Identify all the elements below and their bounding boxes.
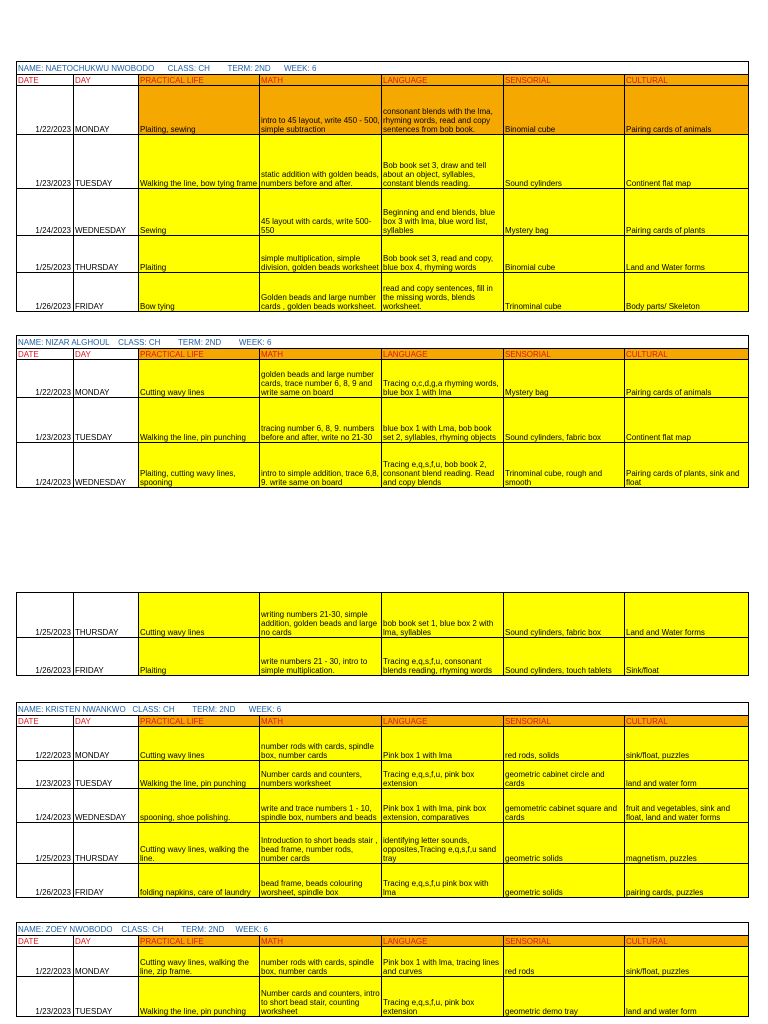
language-text: Beginning and end blends, blue box 3 with lma, blue word list, syllables (383, 208, 496, 235)
math-text: intro to simple addition, trace 6,8, 9. write same on board (261, 469, 379, 487)
cell-cultural (625, 135, 749, 189)
lesson-plan-table (16, 922, 749, 1017)
date-text: 1/24/2023 (35, 478, 71, 487)
date-text: 1/22/2023 (35, 967, 71, 976)
math-text: number rods with cards, spindle box, number cards (261, 742, 374, 760)
cell-practical-life (139, 727, 260, 761)
cell-language (382, 947, 504, 977)
sensorial-text: Sound cylinders, touch tablets (505, 666, 612, 675)
cell-date (17, 977, 74, 1017)
cell-date (17, 398, 74, 443)
cell-day (74, 398, 139, 443)
cell-practical-life (139, 823, 260, 864)
date-text: 1/23/2023 (35, 179, 71, 188)
math-text: write numbers 21 - 30, intro to simple multiplication. (261, 657, 368, 675)
cell-date (17, 789, 74, 823)
student-info-heading: NAME: ZOEY NWOBODO CLASS: CH TERM: 2ND WEEK: 6 (17, 923, 749, 936)
student-info-heading: NAME: NAETOCHUKWU NWOBODO CLASS: CH TERM: 2ND WEEK: 6 (17, 62, 749, 75)
cell-date (17, 638, 74, 676)
cultural-text: Pairing cards of animals (626, 125, 712, 134)
cell-math (260, 189, 382, 236)
column-header-cultural: CULTURAL (625, 716, 749, 727)
language-text: read and copy sentences, fill in the missing words, blends worksheet. (383, 284, 493, 311)
sensorial-text: gemometric cabinet square and cards (505, 804, 618, 822)
cell-practical-life (139, 398, 260, 443)
column-header-language: LANGUAGE (382, 75, 504, 86)
column-header-row (17, 349, 749, 360)
cell-sensorial (504, 443, 625, 488)
sensorial-text: Sound cylinders, fabric box (505, 433, 602, 442)
cell-math (260, 761, 382, 789)
cell-practical-life (139, 236, 260, 273)
column-header-sensorial: SENSORIAL (504, 716, 625, 727)
cell-day (74, 189, 139, 236)
practical-life-text: spooning, shoe polishing. (140, 813, 231, 822)
cell-date (17, 727, 74, 761)
cell-math (260, 823, 382, 864)
sensorial-text: Sound cylinders (505, 179, 562, 188)
table-row (17, 789, 749, 823)
table-row (17, 86, 749, 135)
math-text: intro to 45 layout, write 450 - 500, simple subtraction (261, 116, 380, 134)
cell-day (74, 273, 139, 312)
cell-language (382, 823, 504, 864)
column-header-day: DAY (74, 349, 139, 360)
day-text: FRIDAY (75, 888, 104, 897)
cell-language (382, 443, 504, 488)
cell-date (17, 823, 74, 864)
cell-cultural (625, 977, 749, 1017)
column-header-row (17, 936, 749, 947)
sensorial-text: Mystery bag (505, 388, 549, 397)
date-text: 1/26/2023 (35, 888, 71, 897)
sensorial-text: red rods (505, 967, 535, 976)
cell-math (260, 273, 382, 312)
date-text: 1/23/2023 (35, 779, 71, 788)
language-text: Tracing e,q,s,f,u pink box with lma (383, 879, 489, 897)
cell-language (382, 360, 504, 398)
cell-language (382, 236, 504, 273)
cultural-text: Continent flat map (626, 433, 691, 442)
cell-date (17, 360, 74, 398)
column-header-sensorial: SENSORIAL (504, 349, 625, 360)
math-text: simple multiplication, simple division, golden beads worksheet (261, 254, 379, 272)
cell-sensorial (504, 236, 625, 273)
cell-day (74, 977, 139, 1017)
cell-cultural (625, 638, 749, 676)
cell-math (260, 977, 382, 1017)
language-text: Tracing e,q,s,f,u, consonant blends reading, rhyming words (383, 657, 492, 675)
cell-cultural (625, 443, 749, 488)
math-text: Golden beads and large number cards , golden beads worksheet. (261, 293, 377, 311)
cell-sensorial (504, 86, 625, 135)
cell-cultural (625, 823, 749, 864)
day-text: TUESDAY (75, 433, 113, 442)
cell-sensorial (504, 135, 625, 189)
cell-math (260, 443, 382, 488)
column-header-math: MATH (260, 716, 382, 727)
cell-practical-life (139, 135, 260, 189)
language-text: Pink box 1 with lma, tracing lines and curves (383, 958, 500, 976)
cell-date (17, 947, 74, 977)
cell-language (382, 135, 504, 189)
cell-day (74, 947, 139, 977)
column-header-cultural: CULTURAL (625, 75, 749, 86)
date-text: 1/26/2023 (35, 666, 71, 675)
day-text: WEDNESDAY (75, 226, 126, 235)
column-header-cultural: CULTURAL (625, 349, 749, 360)
cultural-text: pairing cards, puzzles (626, 888, 704, 897)
cell-sensorial (504, 761, 625, 789)
column-header-language: LANGUAGE (382, 716, 504, 727)
day-text: TUESDAY (75, 779, 113, 788)
cell-language (382, 273, 504, 312)
sensorial-text: geometric solids (505, 854, 563, 863)
language-text: Pink box 1 with lma, pink box extension, comparatives (383, 804, 487, 822)
practical-life-text: Plaiting (140, 666, 167, 675)
practical-life-text: Walking the line, bow tying frame (140, 179, 258, 188)
cell-sensorial (504, 398, 625, 443)
practical-life-text: Walking the line, pin punching (140, 1007, 246, 1016)
language-text: bob book set 1, blue box 2 with lma, syllables (383, 619, 494, 637)
cell-language (382, 761, 504, 789)
table-row (17, 761, 749, 789)
practical-life-text: Plaiting, cutting wavy lines, spooning (140, 469, 236, 487)
table-row (17, 443, 749, 488)
cell-cultural (625, 189, 749, 236)
cell-language (382, 189, 504, 236)
cell-cultural (625, 789, 749, 823)
day-text: THURSDAY (75, 263, 119, 272)
math-text: static addition with golden beads, numbers before and after. (261, 170, 379, 188)
date-text: 1/24/2023 (35, 226, 71, 235)
cell-day (74, 360, 139, 398)
date-text: 1/26/2023 (35, 302, 71, 311)
cell-practical-life (139, 947, 260, 977)
sensorial-text: geometric cabinet circle and cards (505, 770, 605, 788)
cultural-text: Pairing cards of plants (626, 226, 706, 235)
language-text: Tracing o,c,d,g,a rhyming words, blue box 1 with lma (383, 379, 499, 397)
cell-sensorial (504, 789, 625, 823)
cell-language (382, 86, 504, 135)
day-text: FRIDAY (75, 666, 104, 675)
cell-math (260, 86, 382, 135)
cell-day (74, 593, 139, 638)
cell-language (382, 638, 504, 676)
math-text: golden beads and large number cards, trace number 6, 8, 9 and write same on board (261, 370, 374, 397)
cultural-text: Land and Water forms (626, 263, 705, 272)
column-header-day: DAY (74, 936, 139, 947)
math-text: bead frame, beads colouring worsheet, spindle box (261, 879, 363, 897)
practical-life-text: Walking the line, pin punching (140, 779, 246, 788)
language-text: consonant blends with the lma, rhyming words, read and copy sentences from bob book. (383, 107, 493, 134)
language-text: Tracing e,q,s,f,u, bob book 2, consonant blend reading. Read and copy blends (383, 460, 495, 487)
column-header-date: DATE (17, 75, 74, 86)
cell-practical-life (139, 789, 260, 823)
date-text: 1/22/2023 (35, 125, 71, 134)
table-row (17, 360, 749, 398)
day-text: WEDNESDAY (75, 813, 126, 822)
column-header-date: DATE (17, 349, 74, 360)
cell-math (260, 638, 382, 676)
column-header-cultural: CULTURAL (625, 936, 749, 947)
day-text: THURSDAY (75, 854, 119, 863)
cell-date (17, 443, 74, 488)
cell-day (74, 789, 139, 823)
lesson-plan-table (16, 335, 749, 488)
cell-math (260, 360, 382, 398)
table-row (17, 593, 749, 638)
column-header-sensorial: SENSORIAL (504, 936, 625, 947)
cell-sensorial (504, 593, 625, 638)
cultural-text: land and water form (626, 1007, 697, 1016)
sensorial-text: Trinominal cube (505, 302, 562, 311)
cultural-text: fruit and vegetables, sink and float, land and water forms (626, 804, 731, 822)
sensorial-text: Mystery bag (505, 226, 549, 235)
table-row (17, 135, 749, 189)
cell-practical-life (139, 761, 260, 789)
cultural-text: Sink/float (626, 666, 659, 675)
cell-language (382, 864, 504, 898)
cell-sensorial (504, 273, 625, 312)
sensorial-text: Binomial cube (505, 263, 556, 272)
table-row (17, 947, 749, 977)
cell-cultural (625, 593, 749, 638)
cell-sensorial (504, 864, 625, 898)
column-header-row (17, 716, 749, 727)
practical-life-text: Cutting wavy lines, walking the line. (140, 845, 249, 863)
cell-math (260, 236, 382, 273)
cell-day (74, 86, 139, 135)
sensorial-text: Binomial cube (505, 125, 556, 134)
column-header-row (17, 75, 749, 86)
practical-life-text: Sewing (140, 226, 167, 235)
cell-day (74, 864, 139, 898)
date-text: 1/25/2023 (35, 854, 71, 863)
day-text: MONDAY (75, 388, 110, 397)
cell-math (260, 727, 382, 761)
cell-day (74, 443, 139, 488)
column-header-day: DAY (74, 716, 139, 727)
day-text: WEDNESDAY (75, 478, 126, 487)
cultural-text: Body parts/ Skeleton (626, 302, 700, 311)
cell-language (382, 593, 504, 638)
sensorial-text: Sound cylinders, fabric box (505, 628, 602, 637)
cultural-text: Continent flat map (626, 179, 691, 188)
cell-sensorial (504, 638, 625, 676)
cell-sensorial (504, 947, 625, 977)
cell-language (382, 727, 504, 761)
cell-cultural (625, 273, 749, 312)
cell-cultural (625, 360, 749, 398)
math-text: Number cards and counters, intro to short bead stair, counting worksheet (261, 989, 380, 1016)
practical-life-text: Bow tying (140, 302, 175, 311)
cultural-text: sink/float, puzzles (626, 751, 690, 760)
cell-day (74, 236, 139, 273)
column-header-math: MATH (260, 75, 382, 86)
practical-life-text: Cutting wavy lines (140, 388, 205, 397)
cell-day (74, 638, 139, 676)
column-header-date: DATE (17, 716, 74, 727)
date-text: 1/22/2023 (35, 388, 71, 397)
cell-practical-life (139, 360, 260, 398)
cell-date (17, 189, 74, 236)
cell-sensorial (504, 727, 625, 761)
practical-life-text: Plaiting, sewing (140, 125, 196, 134)
column-header-practical-life: PRACTICAL LIFE (139, 716, 260, 727)
cell-cultural (625, 761, 749, 789)
table-row (17, 398, 749, 443)
language-text: blue box 1 with Lma, bob book set 2, syllables, rhyming objects (383, 424, 496, 442)
sensorial-text: red rods, solids (505, 751, 560, 760)
lesson-plan-table (16, 702, 749, 898)
day-text: TUESDAY (75, 179, 113, 188)
cell-cultural (625, 727, 749, 761)
cell-sensorial (504, 360, 625, 398)
language-text: Bob book set 3, draw and tell about an object, syllables, constant blends reading. (383, 161, 487, 188)
cell-cultural (625, 947, 749, 977)
table-row (17, 977, 749, 1017)
language-text: identifying letter sounds, opposites,Tracing e,q,s,f,u sand tray (383, 836, 497, 863)
practical-life-text: folding napkins, care of laundry (140, 888, 251, 897)
column-header-date: DATE (17, 936, 74, 947)
cell-date (17, 86, 74, 135)
day-text: THURSDAY (75, 628, 119, 637)
cell-date (17, 236, 74, 273)
math-text: write and trace numbers 1 - 10, spindle box, numbers and beads (261, 804, 377, 822)
table-row (17, 864, 749, 898)
cell-language (382, 398, 504, 443)
language-text: Bob book set 3, read and copy, blue box 4, rhyming words (383, 254, 494, 272)
table-row (17, 638, 749, 676)
column-header-language: LANGUAGE (382, 936, 504, 947)
math-text: 45 layout with cards, write 500- 550 (261, 217, 372, 235)
cell-practical-life (139, 86, 260, 135)
math-text: writing numbers 21-30, simple addition, golden beads and large no cards (261, 610, 378, 637)
date-text: 1/23/2023 (35, 1007, 71, 1016)
cultural-text: Pairing cards of animals (626, 388, 712, 397)
math-text: number rods with cards, spindle box, number cards (261, 958, 374, 976)
table-row (17, 189, 749, 236)
cell-date (17, 761, 74, 789)
cell-cultural (625, 86, 749, 135)
column-header-math: MATH (260, 936, 382, 947)
cell-math (260, 947, 382, 977)
math-text: tracing number 6, 8, 9. numbers before and after, write no 21-30 (261, 424, 375, 442)
cell-math (260, 135, 382, 189)
cell-practical-life (139, 638, 260, 676)
cell-cultural (625, 864, 749, 898)
practical-life-text: Plaiting (140, 263, 167, 272)
cultural-text: land and water form (626, 779, 697, 788)
table-row (17, 823, 749, 864)
sensorial-text: geometric solids (505, 888, 563, 897)
table-row (17, 727, 749, 761)
cell-day (74, 727, 139, 761)
table-row (17, 236, 749, 273)
cultural-text: magnetism, puzzles (626, 854, 697, 863)
cell-cultural (625, 398, 749, 443)
cell-math (260, 864, 382, 898)
cell-day (74, 135, 139, 189)
date-text: 1/22/2023 (35, 751, 71, 760)
practical-life-text: Walking the line, pin punching (140, 433, 246, 442)
column-header-day: DAY (74, 75, 139, 86)
date-text: 1/23/2023 (35, 433, 71, 442)
cell-practical-life (139, 443, 260, 488)
cell-math (260, 398, 382, 443)
student-info-heading: NAME: NIZAR ALGHOUL CLASS: CH TERM: 2ND WEEK: 6 (17, 336, 749, 349)
language-text: Tracing e,q,s,f,u, pink box extension (383, 770, 475, 788)
day-text: MONDAY (75, 751, 110, 760)
sensorial-text: Trinominal cube, rough and smooth (505, 469, 603, 487)
cell-math (260, 789, 382, 823)
sensorial-text: geometric demo tray (505, 1007, 578, 1016)
day-text: MONDAY (75, 967, 110, 976)
lesson-plan-table (16, 592, 749, 676)
cell-date (17, 864, 74, 898)
practical-life-text: Cutting wavy lines (140, 751, 205, 760)
date-text: 1/25/2023 (35, 628, 71, 637)
column-header-practical-life: PRACTICAL LIFE (139, 75, 260, 86)
math-text: Introduction to short beads stair , bead frame, number rods, number cards (261, 836, 378, 863)
day-text: TUESDAY (75, 1007, 113, 1016)
language-text: Tracing e,q,s,f,u, pink box extension (383, 998, 475, 1016)
cultural-text: Pairing cards of plants, sink and float (626, 469, 740, 487)
cell-sensorial (504, 977, 625, 1017)
cultural-text: sink/float, puzzles (626, 967, 690, 976)
cell-sensorial (504, 189, 625, 236)
cell-practical-life (139, 273, 260, 312)
cell-sensorial (504, 823, 625, 864)
column-header-sensorial: SENSORIAL (504, 75, 625, 86)
cell-date (17, 135, 74, 189)
cultural-text: Land and Water forms (626, 628, 705, 637)
language-text: Pink box 1 with lma (383, 751, 452, 760)
column-header-math: MATH (260, 349, 382, 360)
math-text: Number cards and counters, numbers worksheet (261, 770, 362, 788)
cell-practical-life (139, 189, 260, 236)
cell-practical-life (139, 864, 260, 898)
cell-date (17, 593, 74, 638)
table-row (17, 273, 749, 312)
cell-cultural (625, 236, 749, 273)
column-header-language: LANGUAGE (382, 349, 504, 360)
date-text: 1/24/2023 (35, 813, 71, 822)
cell-language (382, 977, 504, 1017)
cell-practical-life (139, 977, 260, 1017)
cell-math (260, 593, 382, 638)
cell-practical-life (139, 593, 260, 638)
cell-date (17, 273, 74, 312)
day-text: MONDAY (75, 125, 110, 134)
student-info-heading: NAME: KRISTEN NWANKWO CLASS: CH TERM: 2ND WEEK: 6 (17, 703, 749, 716)
practical-life-text: Cutting wavy lines, walking the line, zip frame. (140, 958, 249, 976)
column-header-practical-life: PRACTICAL LIFE (139, 936, 260, 947)
cell-language (382, 789, 504, 823)
date-text: 1/25/2023 (35, 263, 71, 272)
practical-life-text: Cutting wavy lines (140, 628, 205, 637)
lesson-plan-table (16, 61, 749, 312)
day-text: FRIDAY (75, 302, 104, 311)
column-header-practical-life: PRACTICAL LIFE (139, 349, 260, 360)
cell-day (74, 761, 139, 789)
cell-day (74, 823, 139, 864)
